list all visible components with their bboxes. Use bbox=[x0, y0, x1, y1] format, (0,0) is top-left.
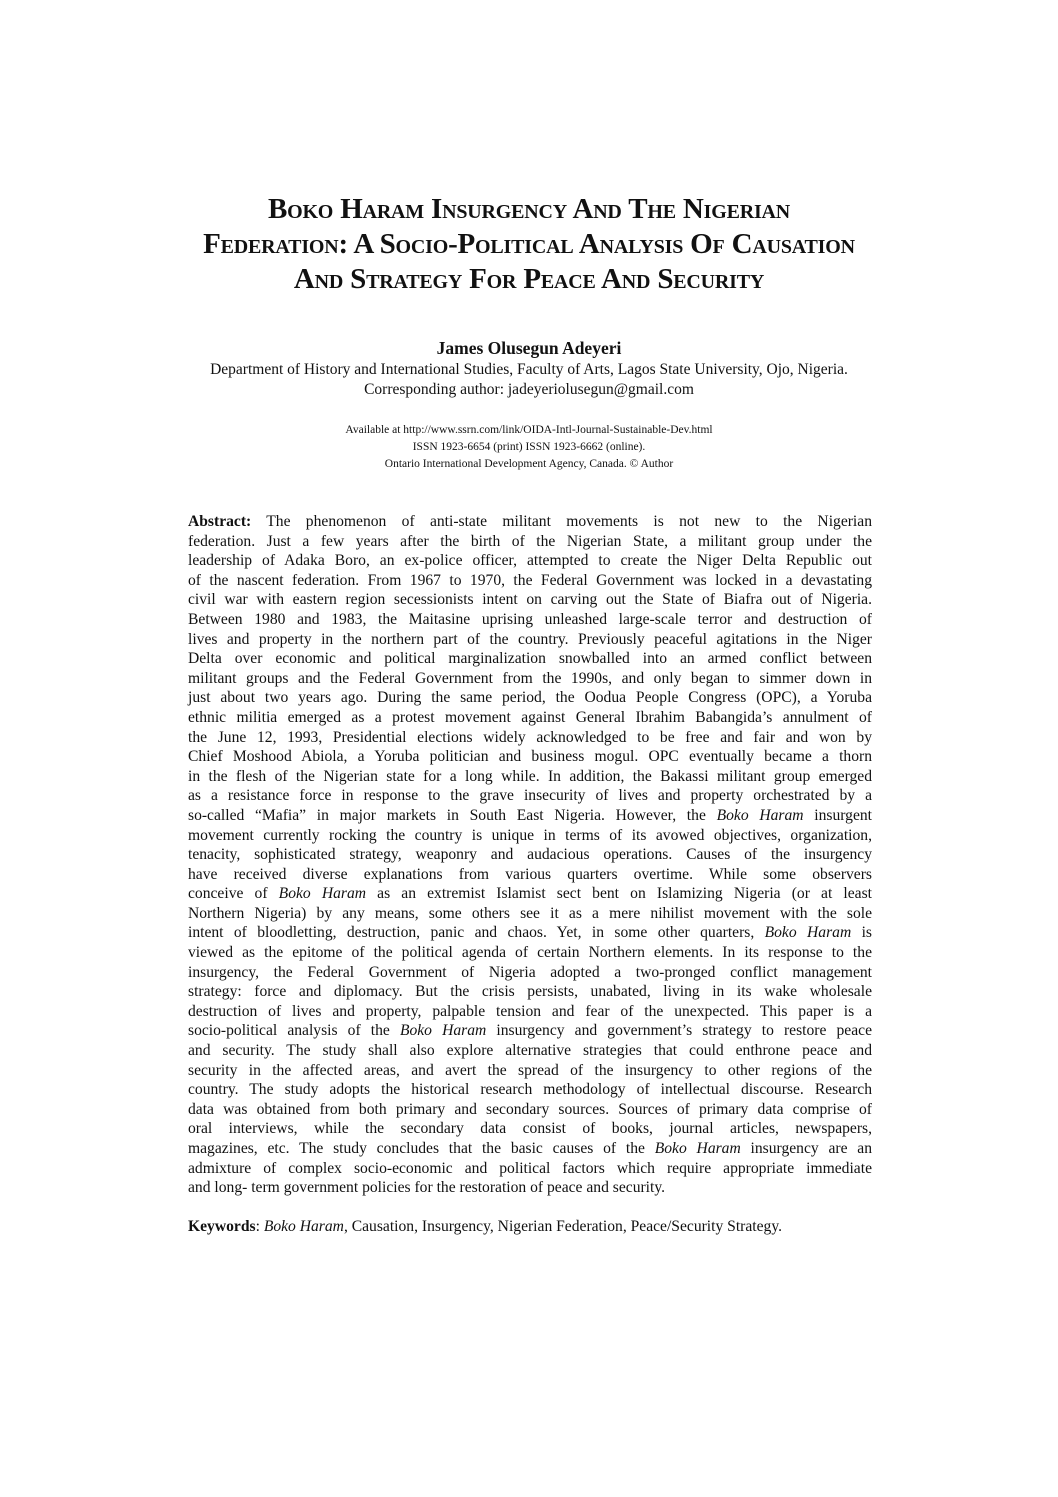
text-line bbox=[188, 767, 872, 787]
italic-term: Boko Haram bbox=[654, 1140, 741, 1157]
section-label: Abstract: bbox=[188, 513, 252, 530]
text-segment: Chief Moshood Abiola, a Yoruba politician and business mogul. OPC eventually became a thorn bbox=[188, 748, 872, 766]
italic-term: Boko Haram bbox=[278, 885, 367, 903]
text-segment: federation. Just a few years after the birth of the Nigerian State, a militant group under the bbox=[188, 532, 872, 550]
availability-info bbox=[0, 422, 1058, 473]
text-segment: country. The study adopts the historical research methodology of intellectual discourse. Research bbox=[188, 1081, 872, 1099]
text-segment: in the flesh of the Nigerian state for a long while. In addition, the Bakassi militant group emerged bbox=[188, 767, 872, 785]
text-line bbox=[188, 630, 872, 650]
text-line bbox=[188, 669, 872, 689]
text-segment: ethnic militia emerged as a protest movement against General Ibrahim Babangida’s annulment of bbox=[188, 708, 872, 726]
publisher: Ontario International Development Agency, Canada. © Author bbox=[384, 458, 674, 470]
text-segment: viewed as the epitome of the political agenda of certain Northern elements. In its response to the bbox=[188, 944, 872, 962]
text-segment: insurgency and government’s strategy to restore peace bbox=[486, 1022, 872, 1040]
author-name: James Olusegun Adeyeri bbox=[436, 338, 622, 358]
text-line bbox=[188, 1061, 872, 1081]
text-line bbox=[188, 1178, 872, 1198]
text-line bbox=[188, 923, 872, 943]
text-line bbox=[188, 826, 872, 846]
text-line bbox=[188, 571, 872, 591]
italic-term: Boko Haram bbox=[399, 1022, 487, 1040]
text-segment: , Causation, Insurgency, Nigerian Federation, Peace/Security Strategy. bbox=[343, 1218, 783, 1235]
text-line bbox=[188, 982, 872, 1002]
text-line bbox=[188, 610, 872, 630]
text-line bbox=[188, 845, 872, 865]
text-segment: socio-political analysis of the bbox=[188, 1022, 400, 1040]
text-line bbox=[188, 1041, 872, 1061]
text-segment: strategy: force and diplomacy. But the crisis persists, unabated, living in its wake wholesale bbox=[188, 983, 872, 1001]
text-line bbox=[188, 708, 872, 728]
italic-term: Boko Haram bbox=[764, 924, 852, 942]
text-segment: Northern Nigeria) by any means, some others see it as a mere nihilist movement with the sole bbox=[188, 904, 872, 922]
text-line bbox=[188, 1159, 872, 1179]
text-segment: militant groups and the Federal Government from the 1990s, and only began to simmer down in bbox=[188, 669, 872, 687]
text-line bbox=[188, 551, 872, 571]
text-line bbox=[188, 512, 872, 532]
text-segment: insurgent bbox=[803, 806, 872, 824]
text-line bbox=[188, 590, 872, 610]
text-segment: magazines, etc. The study concludes that the basic causes of the bbox=[188, 1140, 655, 1157]
text-line bbox=[188, 786, 872, 806]
text-line bbox=[188, 904, 872, 924]
paper-title bbox=[0, 192, 1058, 297]
text-segment: as a resistance force in response to the grave insecurity of lives and property orchestrated by a bbox=[188, 787, 872, 805]
italic-term: Boko Haram bbox=[716, 806, 804, 824]
text-segment: just about two years ago. During the same period, the Oodua People Congress (OPC), a Yoruba bbox=[188, 689, 872, 707]
text-segment: as an extremist Islamist sect bent on Islamizing Nigeria (or at least bbox=[366, 885, 872, 903]
text-line bbox=[188, 688, 872, 708]
text-segment: insurgency are an bbox=[740, 1140, 872, 1157]
text-line bbox=[188, 1002, 872, 1022]
text-line bbox=[188, 532, 872, 552]
text-segment: oral interviews, while the secondary data consist of books, journal articles, newspapers, bbox=[188, 1120, 872, 1138]
title-line: Boko Haram Insurgency And The Nigerian bbox=[267, 193, 791, 225]
text-line bbox=[188, 1100, 872, 1120]
text-segment: of the nascent federation. From 1967 to 1970, the Federal Government was locked in a devastating bbox=[188, 571, 872, 589]
italic-term: Boko Haram bbox=[263, 1218, 344, 1235]
text-segment: lives and property in the northern part of the country. Previously peaceful agitations in the Niger bbox=[188, 630, 872, 648]
availability-url: Available at http://www.ssrn.com/link/OIDA-Intl-Journal-Sustainable-Dev.html bbox=[345, 424, 713, 436]
section-label: Keywords bbox=[188, 1218, 256, 1235]
text-line bbox=[188, 747, 872, 767]
text-line bbox=[188, 1218, 782, 1238]
keywords bbox=[188, 1218, 782, 1238]
text-segment: : bbox=[255, 1218, 264, 1235]
issn: ISSN 1923-6654 (print) ISSN 1923-6662 (online). bbox=[412, 441, 646, 453]
text-segment: destruction of lives and property, palpable tension and fear of the unexpected. This paper is a bbox=[188, 1002, 872, 1020]
text-segment: leadership of Adaka Boro, an ex-police officer, attempted to create the Niger Delta Republic out bbox=[188, 552, 872, 570]
text-line bbox=[188, 1139, 872, 1159]
text-segment: and security. The study shall also explore alternative strategies that could enthrone peace and bbox=[188, 1042, 872, 1060]
text-segment: so-called “Mafia” in major markets in South East Nigeria. However, the bbox=[188, 806, 717, 824]
text-segment: is bbox=[851, 924, 872, 942]
text-segment: conceive of bbox=[188, 885, 279, 903]
text-segment: Between 1980 and 1983, the Maitasine uprising unleashed large-scale terror and destruction of bbox=[188, 610, 872, 628]
text-line bbox=[188, 963, 872, 983]
text-segment: insurgency, the Federal Government of Nigeria adopted a two-pronged conflict management bbox=[188, 963, 872, 981]
text-line bbox=[188, 649, 872, 669]
text-segment: tenacity, sophisticated strategy, weaponry and audacious operations. Causes of the insurgency bbox=[188, 846, 872, 864]
text-segment: the June 12, 1993, Presidential elections widely acknowledged to be free and fair and won by bbox=[188, 728, 872, 746]
title-line: And Strategy For Peace And Security bbox=[293, 263, 765, 295]
text-segment: security in the affected areas, and avert the spread of the insurgency to other regions of the bbox=[188, 1061, 872, 1079]
text-line bbox=[188, 943, 872, 963]
text-segment: civil war with eastern region secessionists intent on carving out the State of Biafra out of Nigeria. bbox=[188, 591, 872, 609]
text-segment: intent of bloodletting, destruction, panic and chaos. Yet, in some other quarters, bbox=[188, 924, 765, 942]
abstract bbox=[188, 512, 872, 1198]
affiliation: Department of History and International Studies, Faculty of Arts, Lagos State University, Ojo, Nigeria. bbox=[210, 361, 848, 378]
text-segment: Delta over economic and political marginalization snowballed into an armed conflict between bbox=[188, 650, 872, 668]
text-segment: data was obtained from both primary and secondary sources. Sources of primary data comprise of bbox=[188, 1100, 872, 1118]
text-segment: have received diverse explanations from various quarters overtime. While some observers bbox=[188, 865, 872, 883]
text-line bbox=[188, 806, 872, 826]
text-line bbox=[188, 1119, 872, 1139]
text-segment: The phenomenon of anti-state militant movements is not new to the Nigerian bbox=[251, 513, 872, 530]
author-affiliation bbox=[0, 360, 1058, 400]
text-segment: and long- term government policies for the restoration of peace and security. bbox=[188, 1179, 666, 1197]
text-segment: movement currently rocking the country is unique in terms of its avowed objectives, organization, bbox=[188, 826, 872, 844]
text-line bbox=[188, 1080, 872, 1100]
text-line bbox=[188, 1021, 872, 1041]
corresponding-author: Corresponding author: jadeyeriolusegun@gmail.com bbox=[364, 381, 694, 398]
text-line bbox=[188, 728, 872, 748]
text-segment: admixture of complex socio-economic and political factors which require appropriate immediate bbox=[188, 1159, 872, 1177]
text-line bbox=[188, 865, 872, 885]
title-line: Federation: A Socio-Political Analysis Of Causation bbox=[203, 228, 855, 260]
text-line bbox=[188, 884, 872, 904]
